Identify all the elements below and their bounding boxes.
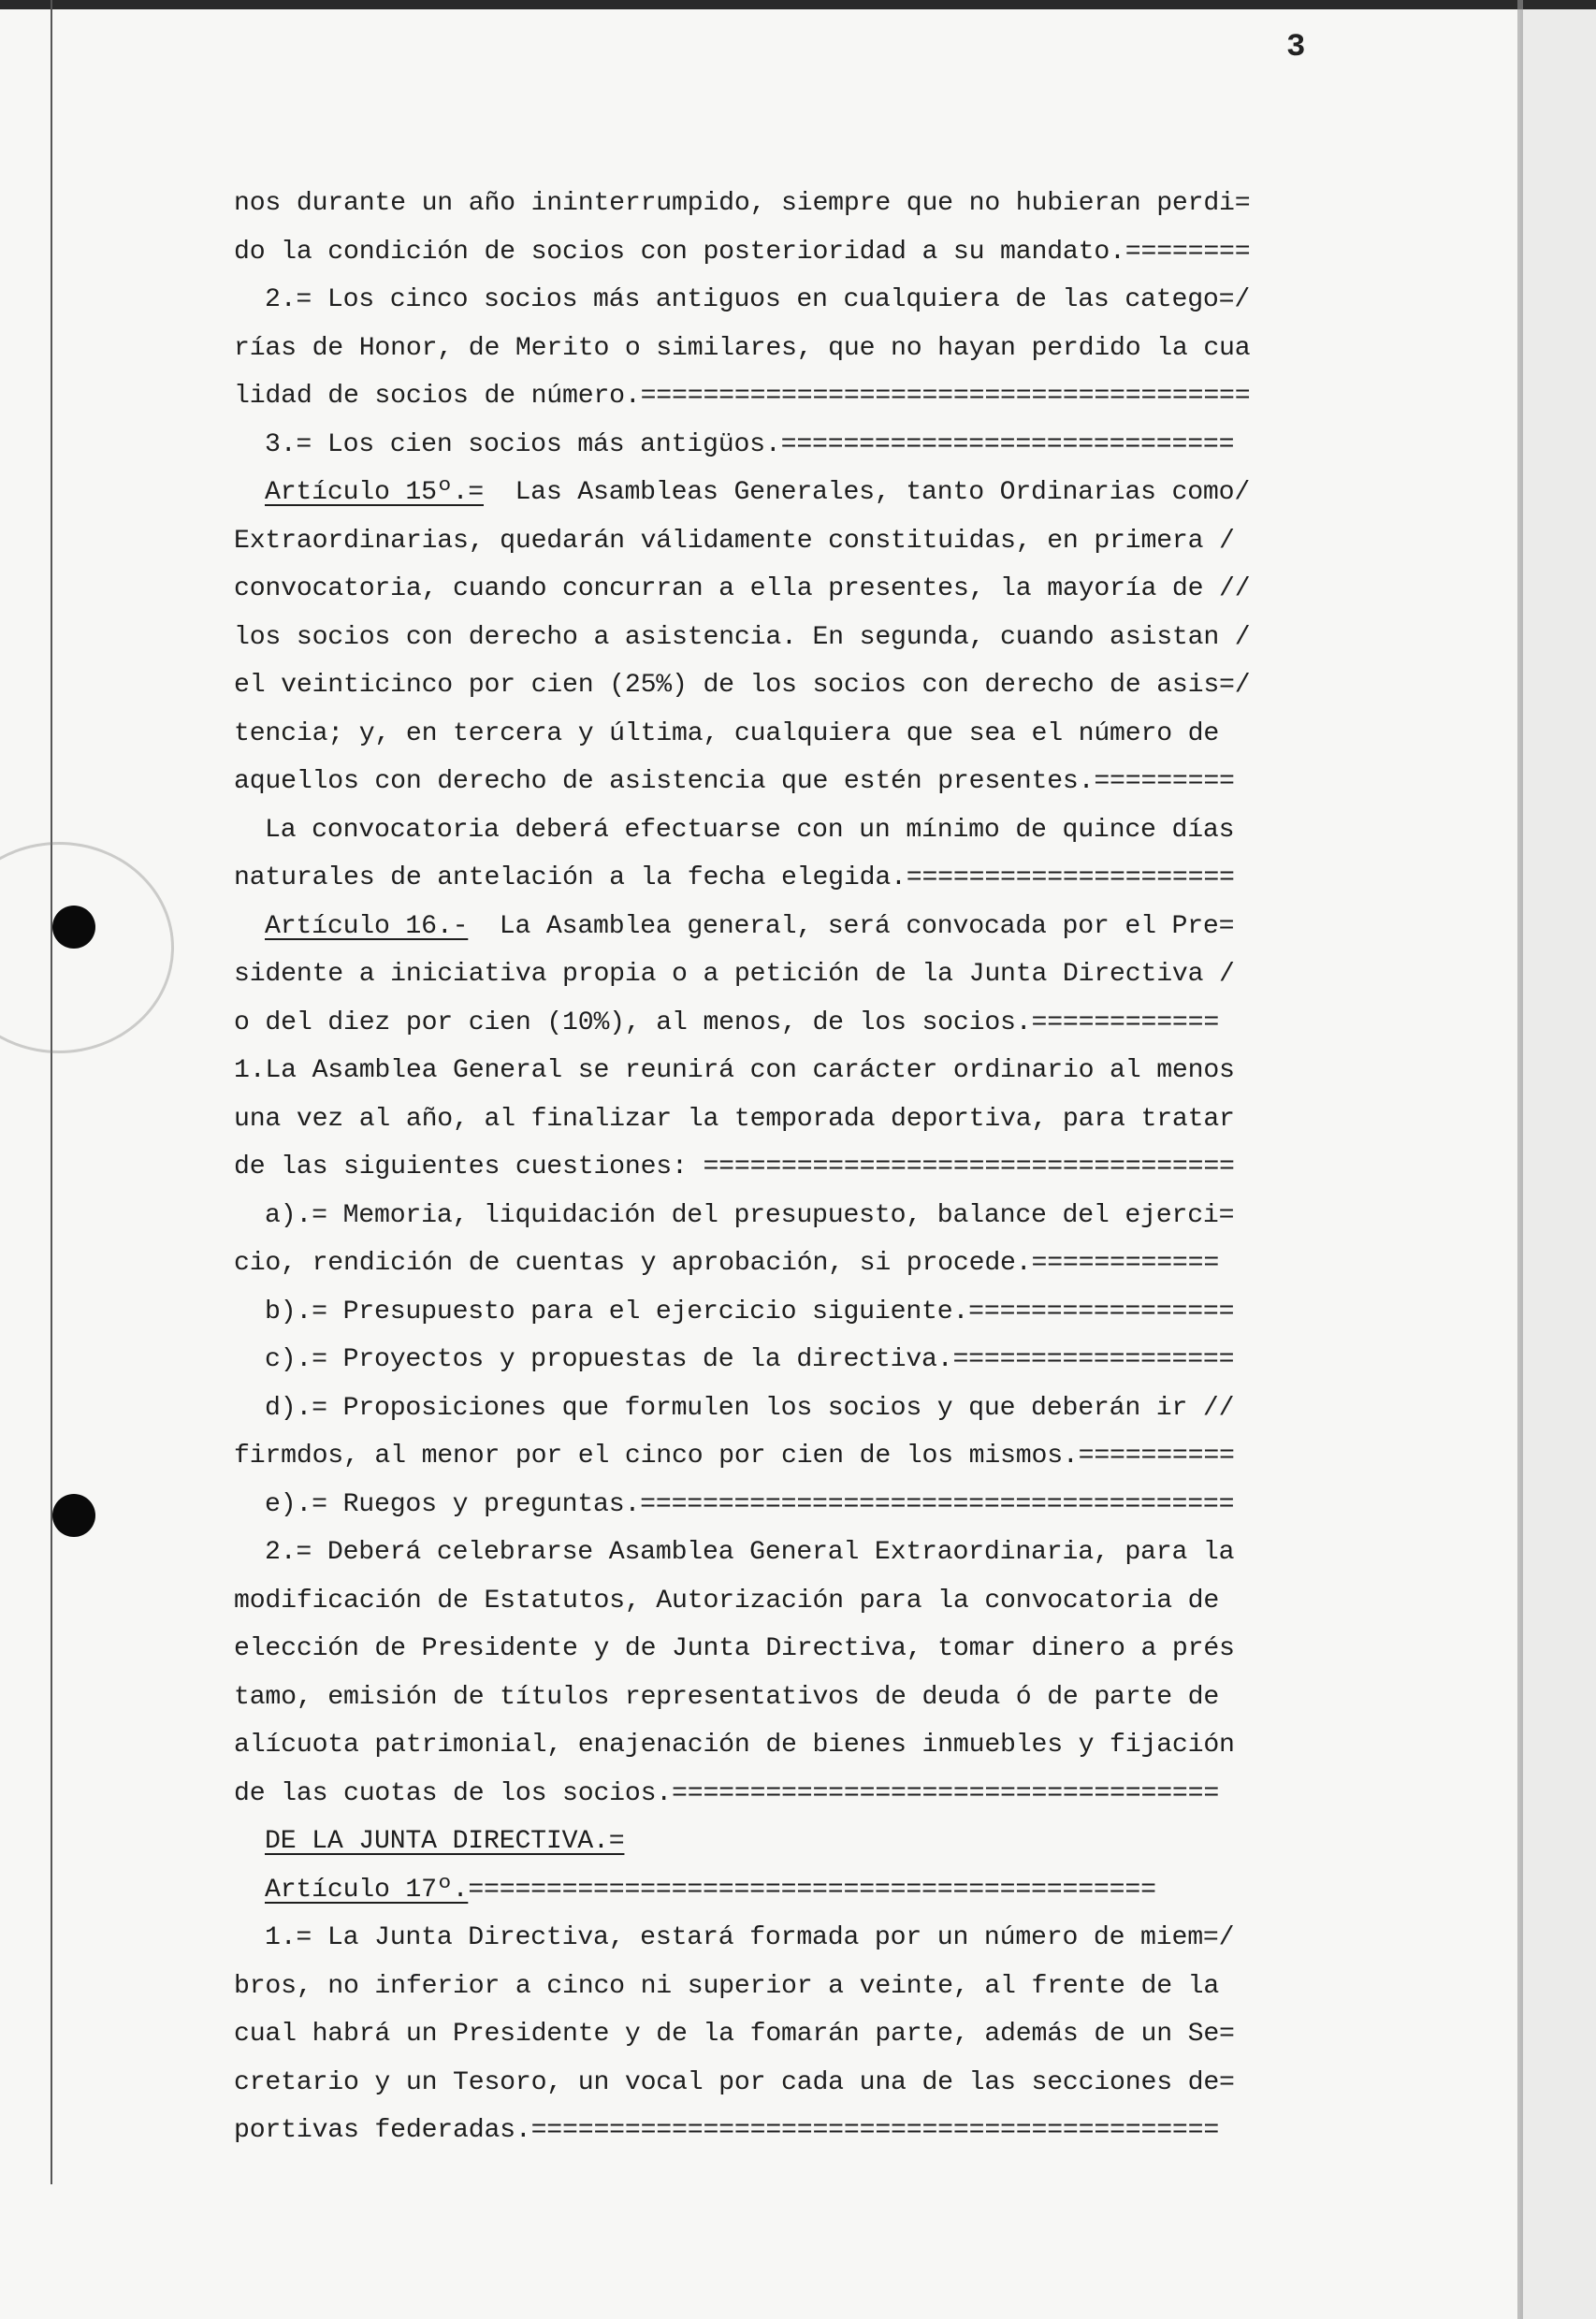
page-right-edge bbox=[1517, 0, 1523, 2319]
text-line bbox=[234, 2010, 1282, 2059]
punch-hole bbox=[52, 1494, 95, 1537]
article-heading-line bbox=[234, 903, 1282, 951]
line-text: e).= Ruegos y preguntas.====================================== bbox=[265, 1489, 1235, 1519]
line-text: do la condición de socios con posterioridad a su mandato.======== bbox=[234, 237, 1251, 267]
text-line bbox=[234, 276, 1282, 325]
line-text: 1.= La Junta Directiva, estará formada por un número de miem=/ bbox=[265, 1923, 1235, 1952]
line-text: 2.= Deberá celebrarse Asamblea General Extraordinaria, para la bbox=[265, 1538, 1235, 1567]
line-text: 3.= Los cien socios más antigüos.============================= bbox=[265, 429, 1235, 459]
line-text: o del diez por cien (10%), al menos, de los socios.============ bbox=[234, 1007, 1220, 1037]
text-line bbox=[234, 1047, 1282, 1095]
line-text: los socios con derecho a asistencia. En segunda, cuando asistan / bbox=[234, 622, 1251, 652]
text-line bbox=[234, 854, 1282, 903]
text-line bbox=[234, 1625, 1282, 1674]
line-text: Extraordinarias, quedarán válidamente constituidas, en primera / bbox=[234, 526, 1235, 556]
text-line bbox=[234, 614, 1282, 662]
article-heading-line bbox=[234, 1866, 1282, 1915]
text-line bbox=[234, 1143, 1282, 1192]
line-text: tencia; y, en tercera y última, cualquiera que sea el número de bbox=[234, 718, 1220, 748]
text-line bbox=[234, 180, 1282, 228]
text-line bbox=[234, 228, 1282, 277]
text-line bbox=[234, 1481, 1282, 1529]
text-line bbox=[234, 1721, 1282, 1770]
punch-hole bbox=[52, 906, 95, 949]
line-text: ============================================ bbox=[468, 1875, 1156, 1905]
article-heading: DE LA JUNTA DIRECTIVA.= bbox=[265, 1827, 625, 1856]
line-text: naturales de antelación a la fecha elegida.===================== bbox=[234, 863, 1235, 892]
line-text: b).= Presupuesto para el ejercicio siguiente.================= bbox=[265, 1297, 1235, 1326]
text-line bbox=[234, 1288, 1282, 1337]
text-line bbox=[234, 1239, 1282, 1288]
line-text: rías de Honor, de Merito o similares, que no hayan perdido la cua bbox=[234, 333, 1251, 363]
document-body bbox=[234, 180, 1282, 2155]
text-line bbox=[234, 710, 1282, 759]
line-text: cio, rendición de cuentas y aprobación, si procede.============ bbox=[234, 1249, 1220, 1278]
text-line bbox=[234, 1384, 1282, 1433]
scan-top-edge bbox=[0, 0, 1596, 9]
text-line bbox=[234, 565, 1282, 614]
line-text: de las siguientes cuestiones: ================================== bbox=[234, 1152, 1235, 1181]
line-text: cual habrá un Presidente y de la fomarán parte, además de un Se= bbox=[234, 2020, 1235, 2049]
article-heading: Artículo 17º. bbox=[265, 1875, 469, 1905]
article-heading-line bbox=[234, 1818, 1282, 1866]
line-text: portivas federadas.============================================ bbox=[234, 2116, 1220, 2145]
line-text: modificación de Estatutos, Autorización para la convocatoria de bbox=[234, 1586, 1220, 1616]
text-line bbox=[234, 421, 1282, 470]
line-text: Las Asambleas Generales, tanto Ordinarias como/ bbox=[484, 478, 1251, 507]
line-text: convocatoria, cuando concurran a ella presentes, la mayoría de // bbox=[234, 574, 1251, 603]
text-line bbox=[234, 1095, 1282, 1144]
article-heading: Artículo 16.- bbox=[265, 911, 469, 941]
text-line bbox=[234, 1192, 1282, 1240]
text-line bbox=[234, 758, 1282, 806]
line-text: de las cuotas de los socios.=================================== bbox=[234, 1778, 1220, 1808]
text-line bbox=[234, 999, 1282, 1048]
text-line bbox=[234, 1770, 1282, 1819]
text-line bbox=[234, 2107, 1282, 2155]
article-heading-line bbox=[234, 469, 1282, 517]
line-text: bros, no inferior a cinco ni superior a veinte, al frente de la bbox=[234, 1971, 1220, 2001]
text-line bbox=[234, 517, 1282, 566]
line-text: 2.= Los cinco socios más antiguos en cualquiera de las catego=/ bbox=[265, 285, 1251, 314]
line-text: sidente a iniciativa propia o a petición de la Junta Directiva / bbox=[234, 960, 1235, 989]
text-line bbox=[234, 950, 1282, 999]
line-text: lidad de socios de número.======================================= bbox=[234, 382, 1251, 411]
text-line bbox=[234, 1336, 1282, 1384]
line-text: el veinticinco por cien (25%) de los socios con derecho de asis=/ bbox=[234, 671, 1251, 700]
line-text: alícuota patrimonial, enajenación de bienes inmuebles y fijación bbox=[234, 1731, 1235, 1760]
text-line bbox=[234, 1674, 1282, 1722]
line-text: tamo, emisión de títulos representativos de deuda ó de parte de bbox=[234, 1682, 1220, 1712]
article-heading: Artículo 15º.= bbox=[265, 478, 485, 507]
line-text: nos durante un año ininterrumpido, siempre que no hubieran perdi= bbox=[234, 189, 1251, 218]
text-line bbox=[234, 1432, 1282, 1481]
text-line bbox=[234, 661, 1282, 710]
line-text: una vez al año, al finalizar la temporada deportiva, para tratar bbox=[234, 1104, 1235, 1134]
line-text: cretario y un Tesoro, un vocal por cada una de las secciones de= bbox=[234, 2067, 1235, 2097]
line-text: d).= Proposiciones que formulen los socios y que deberán ir // bbox=[265, 1393, 1235, 1423]
line-text: 1.La Asamblea General se reunirá con carácter ordinario al menos bbox=[234, 1056, 1235, 1085]
text-line bbox=[234, 806, 1282, 855]
line-text: elección de Presidente y de Junta Directiva, tomar dinero a prés bbox=[234, 1634, 1235, 1663]
text-line bbox=[234, 1577, 1282, 1626]
text-line bbox=[234, 372, 1282, 421]
text-line bbox=[234, 1963, 1282, 2011]
line-text: c).= Proyectos y propuestas de la directiva.================== bbox=[265, 1345, 1235, 1374]
line-text: aquellos con derecho de asistencia que estén presentes.========= bbox=[234, 767, 1235, 796]
line-text: La convocatoria deberá efectuarse con un mínimo de quince días bbox=[265, 815, 1235, 845]
margin-line bbox=[51, 0, 52, 2184]
line-text: a).= Memoria, liquidación del presupuesto, balance del ejerci= bbox=[265, 1200, 1235, 1230]
line-text: La Asamblea general, será convocada por el Pre= bbox=[468, 911, 1235, 941]
text-line bbox=[234, 2059, 1282, 2108]
page-number: 3 bbox=[1286, 30, 1306, 65]
text-line bbox=[234, 1914, 1282, 1963]
text-line bbox=[234, 1529, 1282, 1577]
text-line bbox=[234, 325, 1282, 373]
line-text: firmdos, al menor por el cinco por cien de los mismos.========== bbox=[234, 1442, 1235, 1471]
